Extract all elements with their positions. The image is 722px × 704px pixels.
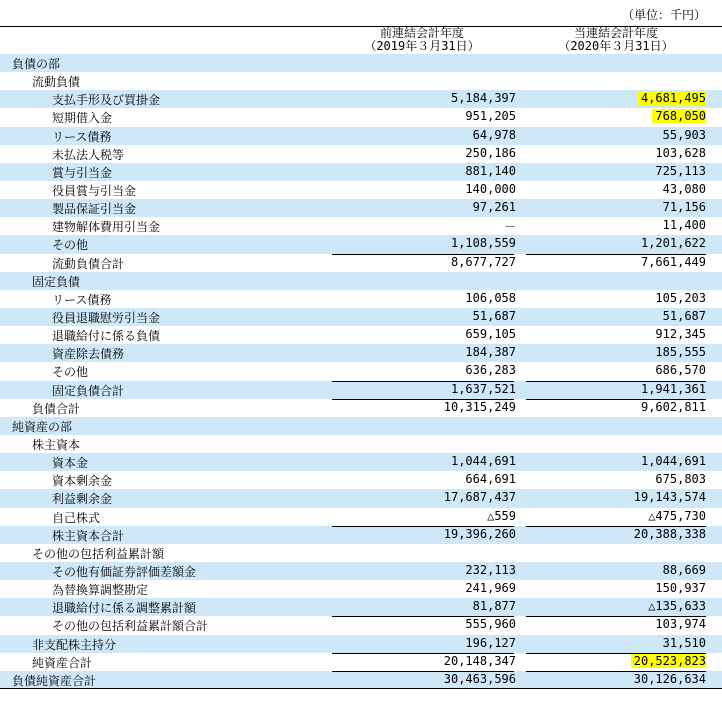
unit-label: （単位：千円）: [621, 8, 706, 22]
row-label: 固定負債合計: [52, 383, 125, 398]
prior-year-value: 636,283: [465, 363, 516, 378]
prior-year-value: 140,000: [465, 181, 516, 196]
table-row: [0, 272, 722, 290]
prior-year-value: 19,396,260: [443, 526, 516, 541]
row-label: 役員退職慰労引当金: [52, 310, 161, 325]
row-label: 純資産合計: [32, 655, 93, 670]
table-row: [0, 344, 722, 362]
prior-year-value: 659,105: [465, 327, 516, 342]
prior-year-value: 196,127: [465, 635, 516, 650]
table-row: [0, 399, 722, 417]
table-row: [0, 199, 722, 217]
prior-year-value: 5,184,397: [450, 91, 516, 106]
row-label: 未払法人税等: [52, 147, 125, 162]
table-row: [0, 326, 722, 344]
current-year-value: 686,570: [655, 363, 706, 378]
row-label: 為替換算調整勘定: [52, 583, 149, 598]
row-label: 負債合計: [32, 401, 81, 416]
current-year-value: 150,937: [655, 581, 706, 596]
prior-year-value: 51,687: [472, 308, 516, 323]
table-row: [0, 671, 722, 689]
current-year-value: 105,203: [655, 290, 706, 305]
current-year-value: 88,669: [662, 562, 706, 577]
current-year-value: 103,974: [655, 617, 706, 632]
current-year-value: 1,941,361: [640, 381, 706, 396]
header-current-year-title: 当連結会計年度: [573, 26, 658, 40]
current-year-value: 11,400: [662, 218, 706, 233]
current-year-value: 55,903: [662, 127, 706, 142]
table-row: [0, 127, 722, 145]
row-label: 退職給付に係る負債: [52, 329, 161, 344]
prior-year-value: 241,969: [465, 581, 516, 596]
prior-year-value: 1,108,559: [450, 236, 516, 251]
prior-year-value: 64,978: [472, 127, 516, 142]
table-row: [0, 435, 722, 453]
row-label: その他: [52, 365, 89, 380]
row-label: 純資産の部: [12, 419, 73, 434]
table-row: [0, 526, 722, 544]
row-label: 資産除去債務: [52, 347, 125, 362]
prior-year-value: 555,960: [465, 617, 516, 632]
table-row: [0, 254, 722, 272]
current-year-value: 768,050: [652, 109, 706, 123]
current-year-value: 1,201,622: [640, 236, 706, 251]
table-row: [0, 489, 722, 507]
current-year-value: 19,143,574: [633, 490, 706, 505]
table-row: [0, 308, 722, 326]
table-row: [0, 616, 722, 634]
row-label: 株主資本: [32, 437, 81, 452]
current-year-value: 43,080: [662, 181, 706, 196]
row-label: 賞与引当金: [52, 165, 113, 180]
current-year-value: 7,661,449: [640, 254, 706, 269]
table-body: [0, 54, 722, 689]
current-year-value: △475,730: [648, 508, 706, 523]
current-year-value: 103,628: [655, 145, 706, 160]
current-year-value: 20,388,338: [633, 526, 706, 541]
row-label: その他の包括利益累計額合計: [52, 619, 209, 634]
row-label: 非支配株主持分: [32, 637, 117, 652]
prior-year-value: 81,877: [472, 599, 516, 614]
current-year-value: 675,803: [655, 472, 706, 487]
header-prior-year: [332, 27, 512, 53]
row-label: 利益剰余金: [52, 492, 113, 507]
table-row: [0, 381, 722, 399]
table-row: [0, 417, 722, 435]
prior-year-value: 20,148,347: [443, 653, 516, 668]
row-label: 役員賞与引当金: [52, 183, 137, 198]
table-row: [0, 72, 722, 90]
table-row: [0, 181, 722, 199]
row-label: 固定負債: [32, 274, 81, 289]
table-row: [0, 508, 722, 526]
row-label: その他: [52, 238, 89, 253]
row-label: 自己株式: [52, 510, 101, 525]
table-row: [0, 163, 722, 181]
row-label: 短期借入金: [52, 111, 113, 126]
row-label: リース債務: [52, 292, 112, 307]
prior-year-value: 881,140: [465, 163, 516, 178]
table-row: [0, 362, 722, 380]
prior-year-value: 97,261: [472, 200, 516, 215]
header-prior-year-date: （2019年３月31日）: [364, 39, 480, 53]
current-year-value: 725,113: [655, 163, 706, 178]
prior-year-value: 664,691: [465, 472, 516, 487]
row-label: 製品保証引当金: [52, 202, 137, 217]
table-row: [0, 653, 722, 671]
row-label: その他有価証券評価差額金: [52, 564, 197, 579]
prior-year-value: 30,463,596: [443, 671, 516, 686]
table-header: [0, 26, 722, 55]
row-label: 負債の部: [12, 57, 61, 71]
row-label: 資本剰余金: [52, 474, 113, 489]
header-prior-year-title: 前連結会計年度: [379, 26, 464, 40]
prior-year-value: △559: [487, 508, 516, 523]
row-label: 株主資本合計: [52, 528, 125, 543]
prior-year-value: 951,205: [465, 109, 516, 124]
current-year-value: 9,602,811: [640, 399, 706, 414]
table-row: [0, 90, 722, 108]
prior-year-value: 232,113: [465, 562, 516, 577]
table-row: [0, 598, 722, 616]
prior-year-value: 17,687,437: [443, 490, 516, 505]
table-row: [0, 580, 722, 598]
row-label: 流動負債合計: [52, 256, 125, 271]
prior-year-value: 184,387: [465, 345, 516, 360]
row-label: 資本金: [52, 456, 89, 471]
table-row: [0, 54, 722, 72]
prior-year-value: 10,315,249: [443, 399, 516, 414]
row-label: リース債務: [52, 129, 112, 144]
current-year-value: 71,156: [662, 200, 706, 215]
prior-year-value: 1,637,521: [450, 381, 516, 396]
table-row: [0, 471, 722, 489]
row-label: 支払手形及び買掛金: [52, 93, 161, 108]
table-row: [0, 145, 722, 163]
table-row: [0, 290, 722, 308]
current-year-value: 31,510: [662, 635, 706, 650]
current-year-value: 51,687: [662, 308, 706, 323]
row-label: 流動負債: [32, 75, 81, 90]
current-year-value: 20,523,823: [631, 654, 706, 668]
current-year-value: 4,681,495: [638, 91, 706, 105]
table-row: [0, 562, 722, 580]
table-row: [0, 217, 722, 235]
prior-year-value: 106,058: [465, 290, 516, 305]
row-label: 退職給付に係る調整累計額: [52, 601, 197, 616]
prior-year-value: －: [503, 220, 516, 235]
prior-year-value: 8,677,727: [450, 254, 516, 269]
table-row: [0, 453, 722, 471]
current-year-value: △135,633: [648, 599, 706, 614]
current-year-value: 912,345: [655, 327, 706, 342]
table-row: [0, 635, 722, 653]
row-label: 負債純資産合計: [12, 673, 97, 688]
row-label: その他の包括利益累計額: [32, 546, 165, 561]
table-row: [0, 544, 722, 562]
table-row: [0, 108, 722, 126]
header-current-year: [526, 27, 706, 53]
table-row: [0, 235, 722, 253]
current-year-value: 185,555: [655, 345, 706, 360]
current-year-value: 30,126,634: [633, 671, 706, 686]
row-label: 建物解体費用引当金: [52, 220, 161, 235]
current-year-value: 1,044,691: [640, 454, 706, 469]
prior-year-value: 1,044,691: [450, 454, 516, 469]
header-current-year-date: （2020年３月31日）: [558, 39, 674, 53]
prior-year-value: 250,186: [465, 145, 516, 160]
